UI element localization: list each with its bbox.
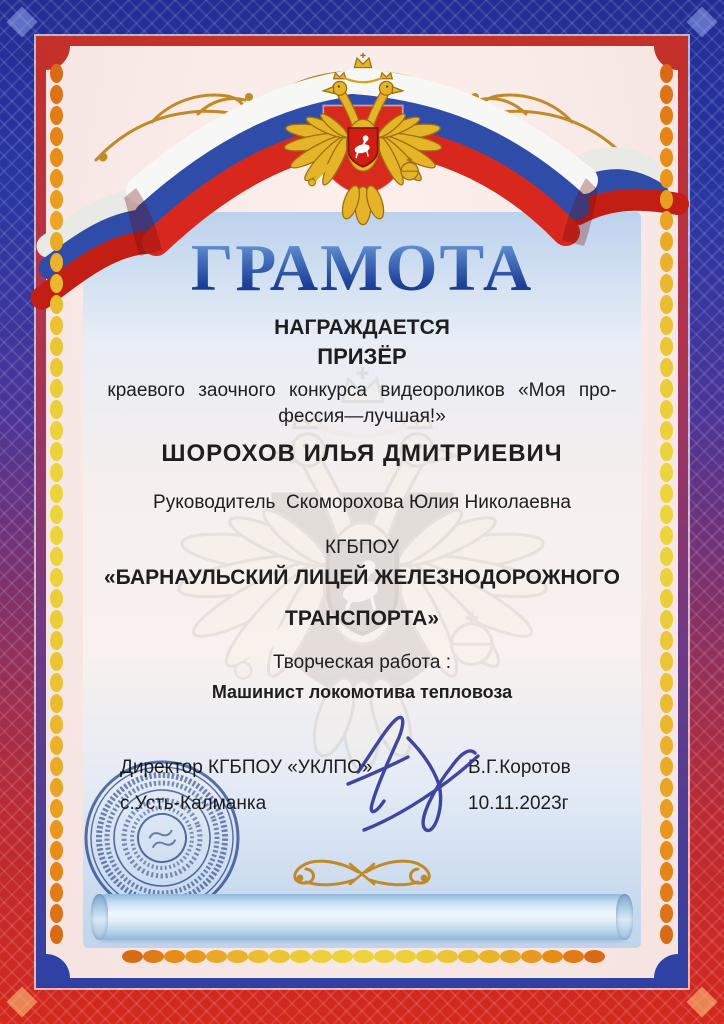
bead-ornament [660,799,673,818]
institution-line-2: ТРАНСПОРТА» [285,607,439,630]
bead-ornament [660,694,673,713]
bead-ornament [269,950,290,963]
bead-ornament [143,950,164,963]
bead-ornament [50,505,63,524]
bead-ornament [660,106,673,125]
bead-ornament [660,127,673,146]
bead-ornament [458,950,479,963]
certificate-title: ГРАМОТА [83,230,641,307]
bead-ornament [660,883,673,902]
bead-ornament [660,778,673,797]
bead-ornament [660,316,673,335]
bead-ornament [122,950,143,963]
bead-ornament [660,862,673,881]
bead-ornament [50,841,63,860]
bead-ornament [660,400,673,419]
bead-ornament [660,232,673,251]
work-label: Творческая работа : [273,652,451,673]
bead-ornament [50,358,63,377]
bead-ornament [50,127,63,146]
bead-ornament [50,274,63,293]
bead-ornament [374,950,395,963]
bead-ornament [395,950,416,963]
signature-icon [328,698,488,848]
bead-ornament [50,316,63,335]
bead-ornament [50,190,63,209]
bead-ornament [660,568,673,587]
bead-ornament [660,295,673,314]
bead-ornament [660,85,673,104]
corner-diamond-icon [6,986,37,1017]
corner-diamond-icon [686,986,717,1017]
bead-ornament [660,589,673,608]
bead-ornament [290,950,311,963]
bead-ornament [50,85,63,104]
frame-corner-notch [654,954,678,978]
bead-ornament [50,589,63,608]
bead-ornament [50,400,63,419]
corner-diamond-icon [6,6,37,37]
bead-ornament [50,673,63,692]
scroll-banner [95,894,629,940]
bead-ornament [660,715,673,734]
bead-ornament [50,169,63,188]
bead-ornament [50,568,63,587]
frame-corner-notch [46,954,70,978]
bead-ornament [227,950,248,963]
bead-ornament [660,484,673,503]
bead-ornament [50,736,63,755]
bead-ornament [50,64,63,83]
bead-ornament [50,211,63,230]
bead-ornament [416,950,437,963]
bead-ornament [660,211,673,230]
bead-ornament [660,253,673,272]
bead-ornament [660,442,673,461]
bead-ornament [660,169,673,188]
bead-ornament [660,274,673,293]
bead-ornament [50,631,63,650]
institution-abbr: КГБПОУ [325,537,399,558]
bead-ornament [521,950,542,963]
bead-ornament [584,950,605,963]
bead-ornament [660,526,673,545]
bead-ornament [660,148,673,167]
prize-label: ПРИЗЁР [317,344,407,369]
bead-ornament [50,463,63,482]
bead-ornament [353,950,374,963]
director-label: Директор КГБПОУ «УКЛПО» [120,757,373,778]
bead-ornament [660,358,673,377]
bead-ornament [50,694,63,713]
bead-ornament [248,950,269,963]
bead-ornament [660,841,673,860]
bead-ornament [660,757,673,776]
bead-ornament [660,547,673,566]
bead-ornament [50,862,63,881]
bead-ornament [50,820,63,839]
bead-ornament [660,652,673,671]
place-label: с.Усть-Калманка [120,793,267,814]
corner-diamond-icon [686,6,717,37]
bead-ornament [50,757,63,776]
date-label: 10.11.2023г [468,793,569,814]
bead-ornament [164,950,185,963]
bead-ornament [563,950,584,963]
gold-flourish-bottom [262,856,462,892]
bead-ornament [660,379,673,398]
work-title: Машинист локомотива тепловоза [211,682,513,702]
institution-line-1: «БАРНАУЛЬСКИЙ ЛИЦЕЙ ЖЕЛЕЗНОДОРОЖНОГО [104,566,620,589]
bead-ornament [500,950,521,963]
bead-ornament [50,778,63,797]
bead-ornament [437,950,458,963]
bead-ornament [660,925,673,944]
coat-of-arms-eagle-icon [268,52,458,233]
bead-ornament [50,547,63,566]
bead-ornament [50,106,63,125]
bead-ornament [660,64,673,83]
bead-ornament [50,442,63,461]
bead-ornament [660,505,673,524]
bead-ornament [660,421,673,440]
bead-ornament [332,950,353,963]
bead-ornament [660,631,673,650]
bead-ornament [479,950,500,963]
bead-ornament [50,337,63,356]
bead-ornament [660,904,673,923]
recipient-name: ШОРОХОВ ИЛЬЯ ДМИТРИЕВИЧ [161,440,563,467]
bead-ornament [660,673,673,692]
bead-ornament [660,463,673,482]
bead-ornament [50,883,63,902]
bead-ornament [660,736,673,755]
bead-ornament [50,253,63,272]
bead-ornament [660,190,673,209]
contest-line-2: фессия—лучшая!» [278,406,446,427]
bead-ornament [185,950,206,963]
bead-ornament [50,610,63,629]
bead-ornament [50,652,63,671]
bead-ornament [50,904,63,923]
bead-ornament [50,295,63,314]
bead-ornament [311,950,332,963]
supervisor-line: Руководитель Скоморохова Юлия Николаевна [153,492,571,513]
bead-ornament [50,925,63,944]
contest-line-1: краевого заочного конкурса видеороликов «Моя про- [107,380,617,401]
bead-ornament [660,337,673,356]
bead-ornament [50,148,63,167]
director-name: В.Г.Коротов [468,757,571,778]
bead-ornament [50,526,63,545]
bead-ornament [50,484,63,503]
bead-ornament [50,799,63,818]
bead-ornament [50,232,63,251]
bead-ornament [50,421,63,440]
bead-ornament [206,950,227,963]
awarded-label: НАГРАЖДАЕТСЯ [274,316,450,339]
bead-ornament [50,379,63,398]
bead-ornament [660,820,673,839]
bead-ornament [660,610,673,629]
bead-ornament [50,715,63,734]
bead-ornament [542,950,563,963]
